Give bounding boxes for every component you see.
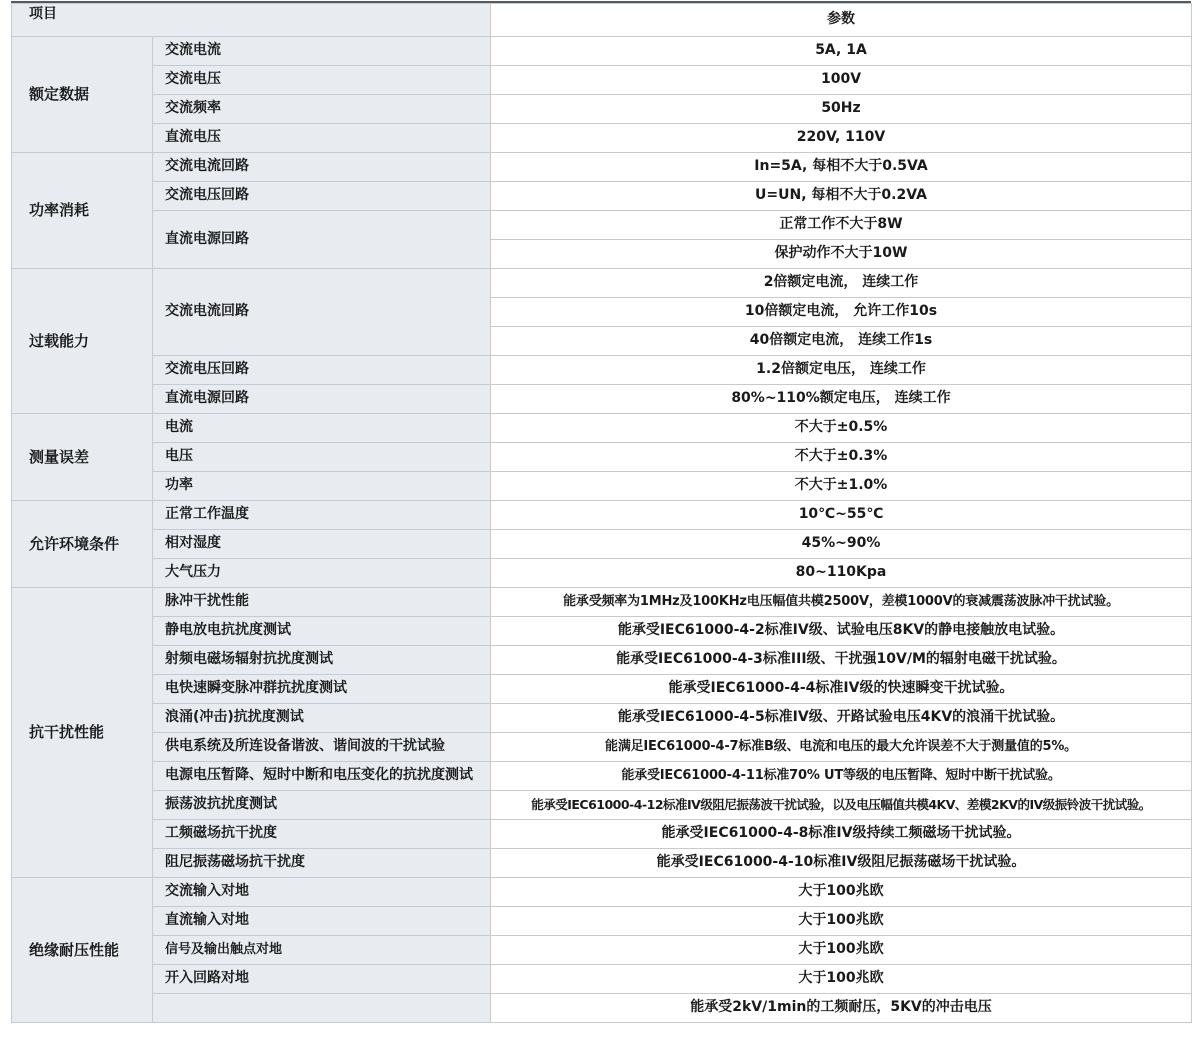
value-cell: 能承受IEC61000-4-8标准IV级持续工频磁场干扰试验。 xyxy=(491,820,1192,849)
spec-table xyxy=(11,3,1192,1023)
table-row xyxy=(12,356,1192,385)
table-row xyxy=(12,414,1192,443)
value-cell: 能承受IEC61000-4-12标准IV级阻尼振荡波干扰试验，以及电压幅值共模4KV、差模2KV的IV级振铃波干扰试验。 xyxy=(491,791,1192,820)
value-cell: 大于100兆欧 xyxy=(491,878,1192,907)
table-row xyxy=(12,820,1192,849)
value-cell: 能承受IEC61000-4-4标准IV级的快速瞬变干扰试验。 xyxy=(491,675,1192,704)
table-row xyxy=(12,182,1192,211)
value-cell: 45%~90% xyxy=(491,530,1192,559)
subitem-cell: 振荡波抗扰度测试 xyxy=(153,791,491,820)
category-cell: 允许环境条件 xyxy=(12,501,153,588)
value-cell: 能承受IEC61000-4-10标准IV级阻尼振荡磁场干扰试验。 xyxy=(491,849,1192,878)
category-cell: 抗干扰性能 xyxy=(12,588,153,878)
value-cell: 1.2倍额定电压， 连续工作 xyxy=(491,356,1192,385)
table-row xyxy=(12,37,1192,66)
subitem-cell: 功率 xyxy=(153,472,491,501)
subitem-cell: 交流电流回路 xyxy=(153,153,491,182)
table-row xyxy=(12,733,1192,762)
value-cell: 正常工作不大于8W xyxy=(491,211,1192,240)
table-row xyxy=(12,646,1192,675)
category-cell: 测量误差 xyxy=(12,414,153,501)
category-cell: 绝缘耐压性能 xyxy=(12,878,153,1023)
table-header-row xyxy=(12,4,1192,37)
subitem-cell: 电源电压暂降、短时中断和电压变化的抗扰度测试 xyxy=(153,762,491,791)
table-row xyxy=(12,878,1192,907)
value-cell: 能承受频率为1MHz及100KHz电压幅值共模2500V，差模1000V的衰减震荡波脉冲干扰试验。 xyxy=(491,588,1192,617)
value-cell: 能承受IEC61000-4-3标准III级、干扰强10V/M的辐射电磁干扰试验。 xyxy=(491,646,1192,675)
value-cell: U=UN, 每相不大于0.2VA xyxy=(491,182,1192,211)
category-cell: 额定数据 xyxy=(12,37,153,153)
subitem-cell: 电快速瞬变脉冲群抗扰度测试 xyxy=(153,675,491,704)
value-cell: 不大于±1.0% xyxy=(491,472,1192,501)
value-cell: 不大于±0.5% xyxy=(491,414,1192,443)
table-row xyxy=(12,501,1192,530)
table-row xyxy=(12,443,1192,472)
subitem-cell: 工频磁场抗干扰度 xyxy=(153,820,491,849)
subitem-cell: 电压 xyxy=(153,443,491,472)
value-cell: 能承受IEC61000-4-11标准70% UT等级的电压暂降、短时中断干扰试验。 xyxy=(491,762,1192,791)
subitem-cell: 电流 xyxy=(153,414,491,443)
value-cell: 大于100兆欧 xyxy=(491,965,1192,994)
subitem-cell: 交流电压回路 xyxy=(153,356,491,385)
table-row xyxy=(12,994,1192,1023)
table-row xyxy=(12,66,1192,95)
category-cell: 功率消耗 xyxy=(12,153,153,269)
value-cell: 5A, 1A xyxy=(491,37,1192,66)
subitem-cell: 开入回路对地 xyxy=(153,965,491,994)
subitem-cell: 直流电源回路 xyxy=(153,211,491,269)
value-cell: 50Hz xyxy=(491,95,1192,124)
subitem-cell: 直流输入对地 xyxy=(153,907,491,936)
table-row xyxy=(12,965,1192,994)
subitem-cell: 直流电源回路 xyxy=(153,385,491,414)
table-row xyxy=(12,791,1192,820)
table-row xyxy=(12,211,1192,240)
value-cell: 220V, 110V xyxy=(491,124,1192,153)
subitem-cell: 交流电流回路 xyxy=(153,269,491,356)
table-row xyxy=(12,936,1192,965)
value-cell: 能满足IEC61000-4-7标准B级、电流和电压的最大允许误差不大于测量值的5%。 xyxy=(491,733,1192,762)
subitem-cell: 静电放电抗扰度测试 xyxy=(153,617,491,646)
subitem-cell: 交流电压 xyxy=(153,66,491,95)
table-row xyxy=(12,153,1192,182)
subitem-cell: 交流频率 xyxy=(153,95,491,124)
value-cell: 大于100兆欧 xyxy=(491,907,1192,936)
value-cell: In=5A, 每相不大于0.5VA xyxy=(491,153,1192,182)
table-row xyxy=(12,95,1192,124)
header-item: 项目 xyxy=(12,4,491,37)
value-cell: 80~110Kpa xyxy=(491,559,1192,588)
value-cell: 能承受IEC61000-4-5标准IV级、开路试验电压4KV的浪涌干扰试验。 xyxy=(491,704,1192,733)
subitem-cell: 浪涌(冲击)抗扰度测试 xyxy=(153,704,491,733)
subitem-cell: 信号及输出触点对地 xyxy=(153,936,491,965)
subitem-cell: 正常工作温度 xyxy=(153,501,491,530)
value-cell: 2倍额定电流， 连续工作 xyxy=(491,269,1192,298)
table-row xyxy=(12,907,1192,936)
table-row xyxy=(12,124,1192,153)
subitem-cell: 交流输入对地 xyxy=(153,878,491,907)
value-cell: 100V xyxy=(491,66,1192,95)
value-cell: 大于100兆欧 xyxy=(491,936,1192,965)
subitem-cell: 供电系统及所连设备谐波、谐间波的干扰试验 xyxy=(153,733,491,762)
value-cell: 能承受IEC61000-4-2标准IV级、试验电压8KV的静电接触放电试验。 xyxy=(491,617,1192,646)
subitem-cell: 交流电流 xyxy=(153,37,491,66)
subitem-cell: 相对湿度 xyxy=(153,530,491,559)
table-row xyxy=(12,849,1192,878)
subitem-cell: 脉冲干扰性能 xyxy=(153,588,491,617)
subitem-cell: 阻尼振荡磁场抗干扰度 xyxy=(153,849,491,878)
table-row xyxy=(12,588,1192,617)
table-row xyxy=(12,269,1192,298)
category-cell: 过载能力 xyxy=(12,269,153,414)
table-row xyxy=(12,675,1192,704)
value-cell: 40倍额定电流， 连续工作1s xyxy=(491,327,1192,356)
value-cell: 10℃~55℃ xyxy=(491,501,1192,530)
subitem-cell: 直流电压 xyxy=(153,124,491,153)
table-row xyxy=(12,762,1192,791)
value-cell: 不大于±0.3% xyxy=(491,443,1192,472)
value-cell: 10倍额定电流， 允许工作10s xyxy=(491,298,1192,327)
subitem-cell xyxy=(153,994,491,1023)
header-param: 参数 xyxy=(491,4,1192,37)
subitem-cell: 大气压力 xyxy=(153,559,491,588)
subitem-cell: 射频电磁场辐射抗扰度测试 xyxy=(153,646,491,675)
table-row xyxy=(12,472,1192,501)
subitem-cell: 交流电压回路 xyxy=(153,182,491,211)
value-cell: 80%~110%额定电压， 连续工作 xyxy=(491,385,1192,414)
table-row xyxy=(12,385,1192,414)
table-row xyxy=(12,559,1192,588)
table-row xyxy=(12,617,1192,646)
value-cell: 能承受2kV/1min的工频耐压，5KV的冲击电压 xyxy=(491,994,1192,1023)
value-cell: 保护动作不大于10W xyxy=(491,240,1192,269)
table-row xyxy=(12,530,1192,559)
table-row xyxy=(12,704,1192,733)
